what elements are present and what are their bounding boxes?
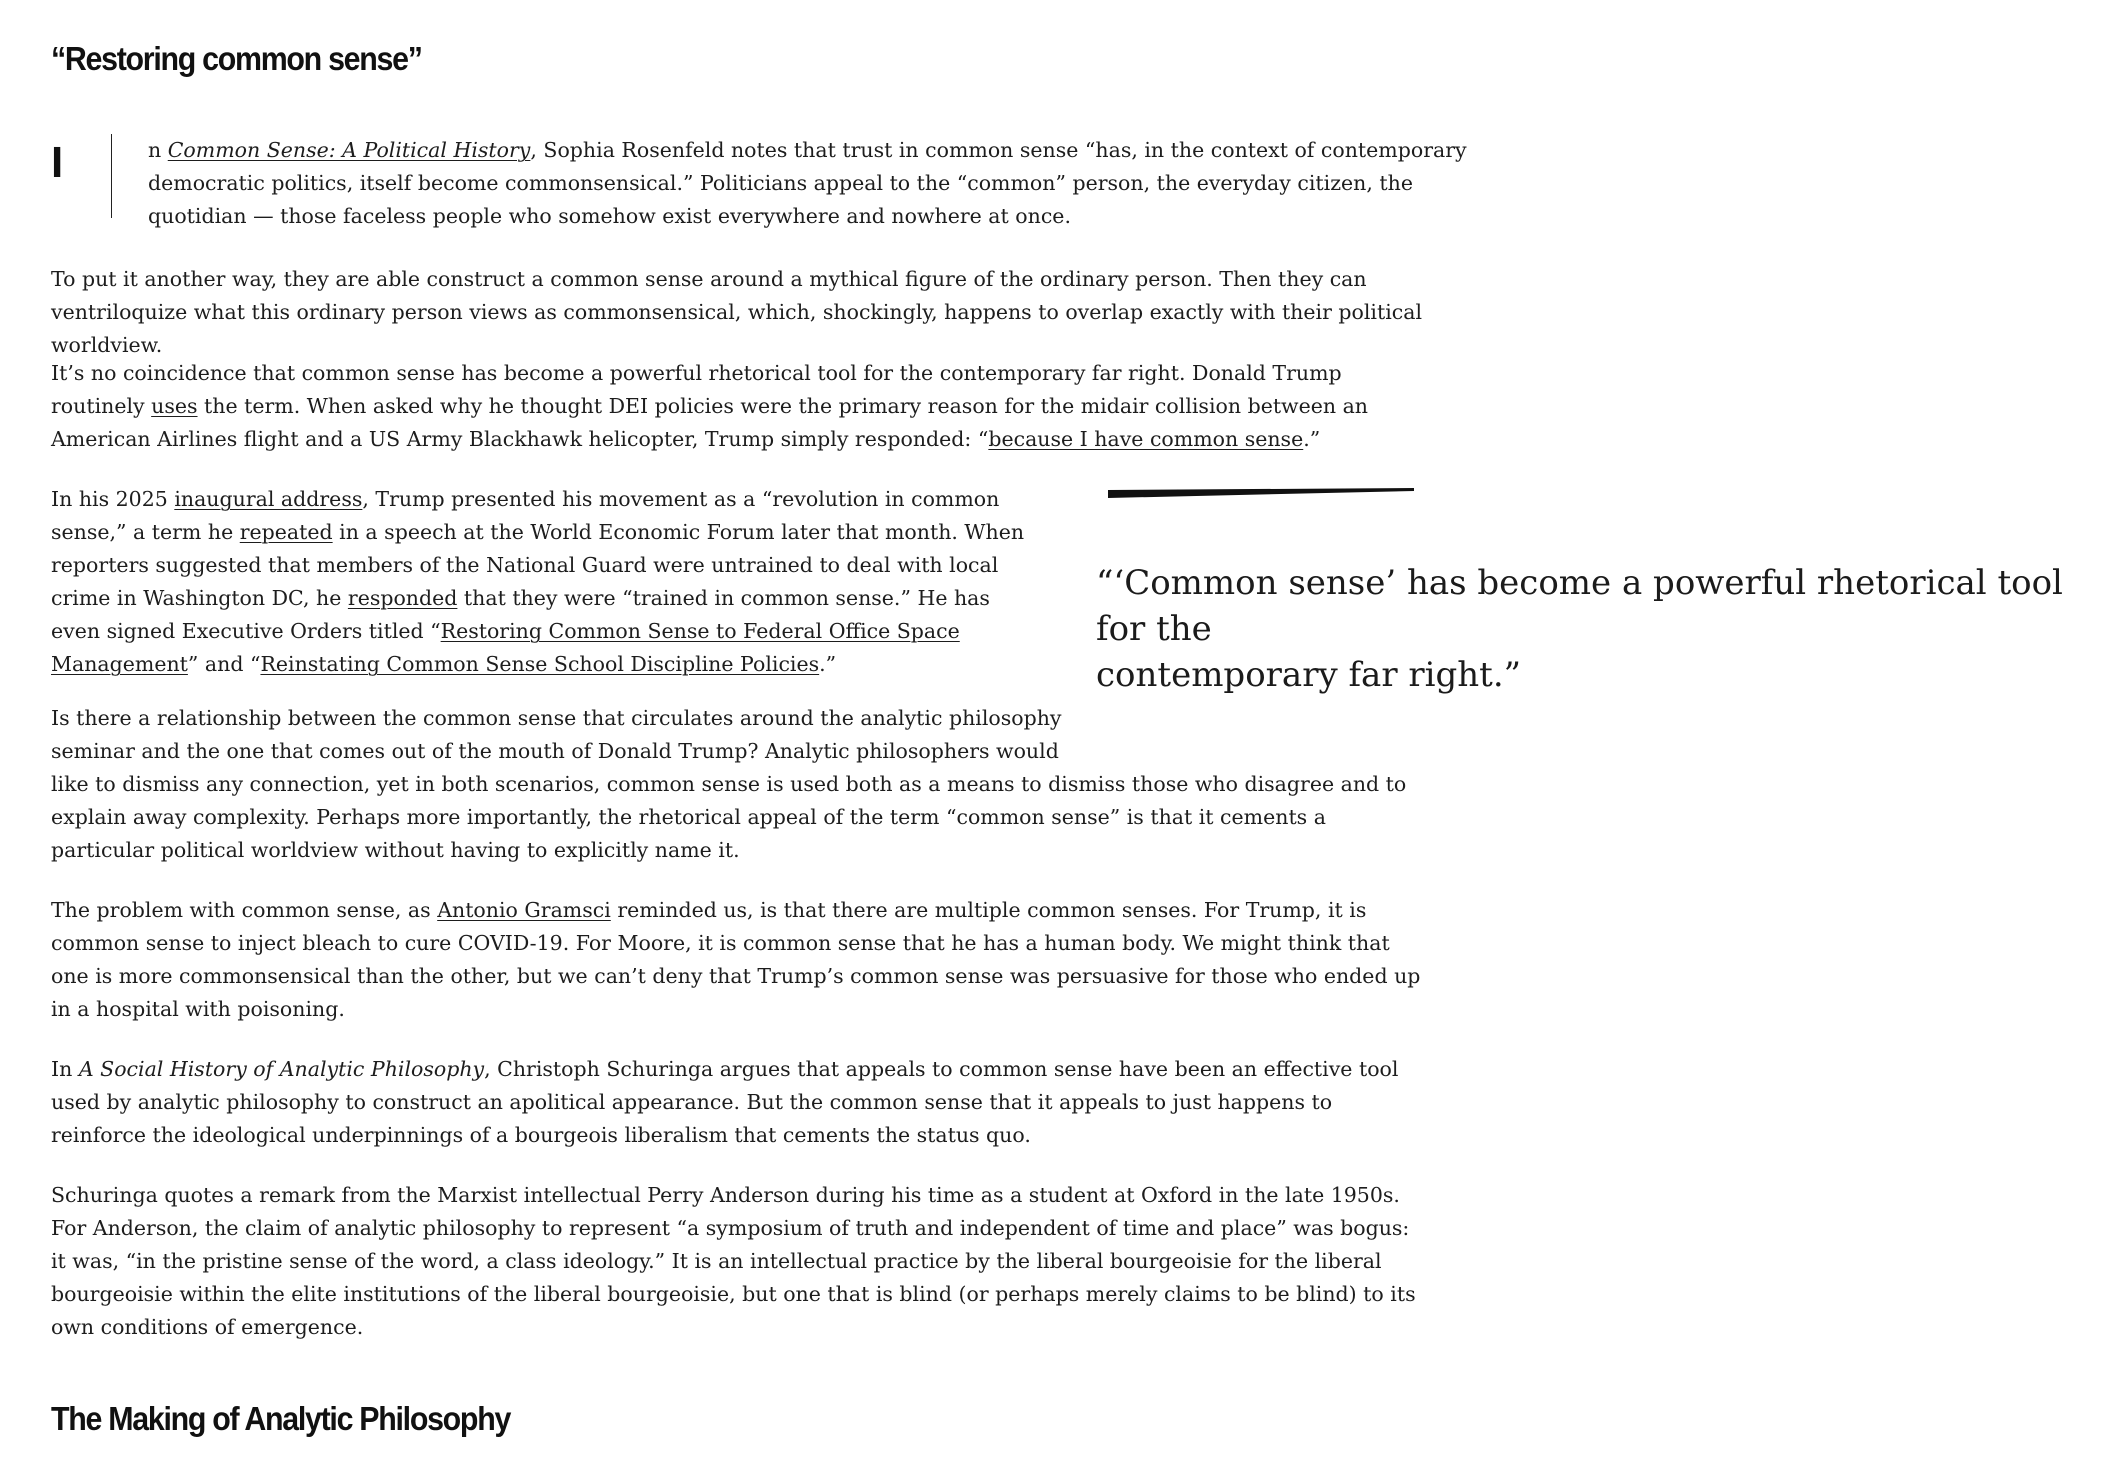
paragraph-relationship [51,702,1426,867]
section-heading-making-of-analytic-philosophy: The Making of Analytic Philosophy [51,1400,511,1437]
text-segment: In [51,1057,79,1081]
link-uses[interactable]: uses [151,394,198,418]
text-segment: .” [1303,427,1321,451]
text-segment: ” and “ [187,652,261,676]
intro-paragraph [148,134,1478,233]
intro-text: , Sophia Rosenfeld notes that trust in common sense “has, in the context of contemporary democratic politics, itself become commonsensical.” Politicians appeal to the “common” person, the everyday citizen, the quotidian — those faceless people who somehow exist everywhere and nowhere at once. [148,138,1467,228]
paragraph-rest: like to dismiss any connection, yet in both scenarios, common sense is used both as a means to dismiss those who disagree and to explain away complexity. Perhaps more importantly, the rhetorical appeal of the term “common sense” is that it cements a particular political worldview without having to explicitly name it. [51,772,1407,862]
link-restoring-common-sense-order[interactable]: Restoring Common Sense to Federal Office Space Management [51,619,960,676]
link-responded[interactable]: responded [347,586,458,610]
link-inaugural-address[interactable]: inaugural address [174,487,363,511]
paragraph-far-right [51,357,1426,456]
link-reinstating-common-sense-order[interactable]: Reinstating Common Sense School Discipline Policies [260,652,820,676]
paragraph-line: Is there a relationship between the common sense that circulates around the analytic philosophy [51,706,1062,730]
text-segment: reminded us, is that there are multiple common senses. For Trump, it is common sense to inject bleach to cure COVID-19. For Moore, it is common sense that he has a human body. We might think that one is more commonsensical than the other, but we can’t deny that Trump’s common sense was persuasive for those who ended up in a hospital with poisoning. [51,898,1421,1021]
intro-lead: n [148,138,168,162]
link-antonio-gramsci[interactable]: Antonio Gramsci [437,898,611,922]
paragraph-ordinary-person: To put it another way, they are able construct a common sense around a mythical figure of the ordinary person. Then they can ventriloquize what this ordinary person views as commonsensical, which, shockingly, happens to overlap exactly with their political worldview. [51,267,1423,357]
paragraph-gramsci [51,894,1426,1026]
text-segment: in a speech at the World Economic Forum later that month. When reporters suggested that members of the National Guard were untrained to deal with local crime in Washington DC, he [51,520,1025,610]
paragraph-inaugural [51,483,1031,681]
paragraph-line: seminar and the one that comes out of the mouth of Donald Trump? Analytic philosophers would [51,739,1059,763]
paragraph-anderson: Schuringa quotes a remark from the Marxist intellectual Perry Anderson during his time as a student at Oxford in the late 1950s. For Anderson, the claim of analytic philosophy to represent “a symposium of truth and independent of time and place” was bogus: it was, “in the pristine sense of the word, a class ideology.” It is an intellectual practice by the liberal bourgeoisie for the liberal bourgeoisie within the elite institutions of the liberal bourgeoisie, but one that is blind (or perhaps merely claims to be blind) to its own conditions of emergence. [51,1183,1416,1339]
intro-paragraph-block [51,134,1467,233]
text-segment: , Christoph Schuringa argues that appeals to common sense have been an effective tool used by analytic philosophy to construct an apolitical appearance. But the common sense that it appeals to just happens to reinforce the ideological underpinnings of a bourgeois liberalism that cements the status quo. [51,1057,1399,1147]
book-title-social-history: A Social History of Analytic Philosophy [78,1057,485,1081]
pull-quote-rule [1108,488,1414,500]
drop-cap: I [51,138,64,187]
paragraph-schuringa [51,1053,1426,1152]
text-segment: that they were “trained in common sense.” He has even signed Executive Orders titled “ [51,586,990,643]
pull-quote-text: “‘Common sense’ has become a powerful rhetorical tool for the contemporary far right.” [1096,563,2063,695]
book-link-common-sense[interactable]: Common Sense: A Political History [167,138,531,162]
text-segment: In his 2025 [51,487,175,511]
section-heading-restoring-common-sense: “Restoring common sense” [51,40,422,77]
link-repeated[interactable]: repeated [239,520,333,544]
text-segment: It’s no coincidence that common sense has become a powerful rhetorical tool for the contemporary far right. Donald Trump routinely [51,361,1342,418]
text-segment: the term. When asked why he thought DEI policies were the primary reason for the midair collision between an American Airlines flight and a US Army Blackhawk helicopter, Trump simply responded: “ [51,394,1369,451]
drop-cap-divider [111,134,112,218]
text-segment: .” [819,652,837,676]
link-because-i-have-common-sense[interactable]: because I have common sense [988,427,1304,451]
text-segment: , Trump presented his movement as a “revolution in common sense,” a term he [51,487,1000,544]
text-segment: The problem with common sense, as [51,898,438,922]
